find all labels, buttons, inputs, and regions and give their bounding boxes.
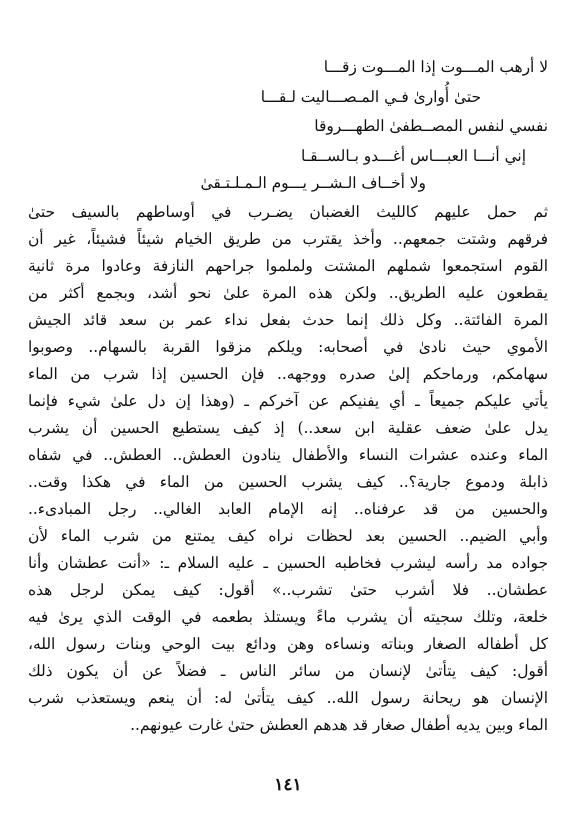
poem-line-5: ولا أخــاف الـشــر يـــوم الـمـلـتـقىٰ bbox=[200, 174, 426, 192]
paragraph-line-11: ذابلة ودموع جارية؟.. كيف يشرب الحسين من الماء في هكذا وقت.. bbox=[28, 473, 548, 491]
paragraph-line-20: الماء وبين يديه أطفال صغار قد هدهم العطش حتىٰ غارت عيونهم.. bbox=[130, 716, 548, 734]
paragraph-line-19: الإنسان هو ريحانة رسول الله.. كيف يتأتىٰ له: أن ينعم ويستعذب شرب bbox=[28, 689, 548, 707]
paragraph-line-5: المرة الفائتة.. وكل ذلك إنما حدث بفعل نداء عمر بن سعد قائد الجيش bbox=[28, 311, 548, 329]
paragraph-line-8: يأتي عليكم جميعاً ـ أي يفنيكم عن آخركم ـ (وهذا إن دل علىٰ شيء فإنما bbox=[28, 392, 548, 410]
poem-line-1: لا أرهب المـــوت إذا المـــوت زقـــا bbox=[323, 58, 548, 76]
poem-line-2: حتىٰ أُوارىٰ فـي المـصـــاليت لـقـــا bbox=[260, 88, 481, 106]
paragraph-line-3: القوم استجمعوا شملهم المشتت ولملموا جراحهم النازفة وعادوا مرة ثانية bbox=[28, 257, 548, 275]
paragraph-line-15: عطشان.. فلا أشرب حتىٰ تشرب..» أقول: كيف يمكن لرجل هذه bbox=[28, 581, 548, 599]
paragraph-line-13: وأبي الضيم.. الحسين بعد لحظات نراه كيف يمتنع من شرب الماء لأن bbox=[28, 527, 548, 545]
poem-line-3: نفسي لنفس المصــطفىٰ الطهـــروقا bbox=[314, 117, 548, 135]
page-number: ١٤١ bbox=[274, 775, 302, 795]
paragraph-line-12: والحسين من قد عرفناه.. إنه الإمام العابد الغالي.. رجل المبادىء.. bbox=[28, 500, 548, 518]
paragraph-line-10: الماء وعنده عشرات النساء والأطفال ينادون العطش.. العطش.. في شفاه bbox=[28, 446, 548, 464]
paragraph-line-7: سهامكم، ورماحكم إلىٰ صدره ووجهه.. فإن الحسين إذا شرب من الماء bbox=[28, 365, 548, 383]
paragraph-line-16: خلعة، وتلك سجيته أن يشرب ماءً ويستلذ بطعمه في الوقت الذي يرىٰ فيه bbox=[28, 608, 548, 626]
paragraph-line-4: يقطعون عليه الطريق.. ولكن هذه المرة علىٰ نحو أشد، وبجمع أكثر من bbox=[28, 284, 548, 302]
paragraph-line-2: فرقهم وشتت جمعهم.. وأخذ يقترب من طريق الخيام شيئاً فشيئاً، غير أن bbox=[28, 230, 548, 248]
paragraph-line-14: جواده مد رأسه ليشرب فخاطبه الحسين ـ عليه السلام ـ: «أنت عطشان وأنا bbox=[28, 554, 548, 572]
poem-line-4: إني أنـــا العبـــاس أغـــدو بـالســقـا bbox=[300, 147, 526, 165]
paragraph-line-17: كل أطفاله الصغار وبناته ونساءه وهن ودائع بيت الوحي وبنات رسول الله، bbox=[28, 635, 548, 653]
paragraph-line-9: يدل علىٰ ضعف عقلية ابن سعد..) إذ كيف يستطيع الحسين أن يشرب bbox=[28, 419, 548, 437]
paragraph-line-1: ثم حمل عليهم كالليث الغضبان يضـرب في أوساطهم بالسيف حتىٰ bbox=[28, 203, 548, 221]
paragraph-line-6: الأموي حيث نادىٰ في أصحابه: ويلكم مزقوا القربة بالسهام.. وصوبوا bbox=[28, 338, 548, 356]
paragraph-line-18: أقول: كيف يتأتىٰ لإنسان من سائر الناس ـ فضلاً عن أن يكون ذلك bbox=[28, 662, 548, 680]
